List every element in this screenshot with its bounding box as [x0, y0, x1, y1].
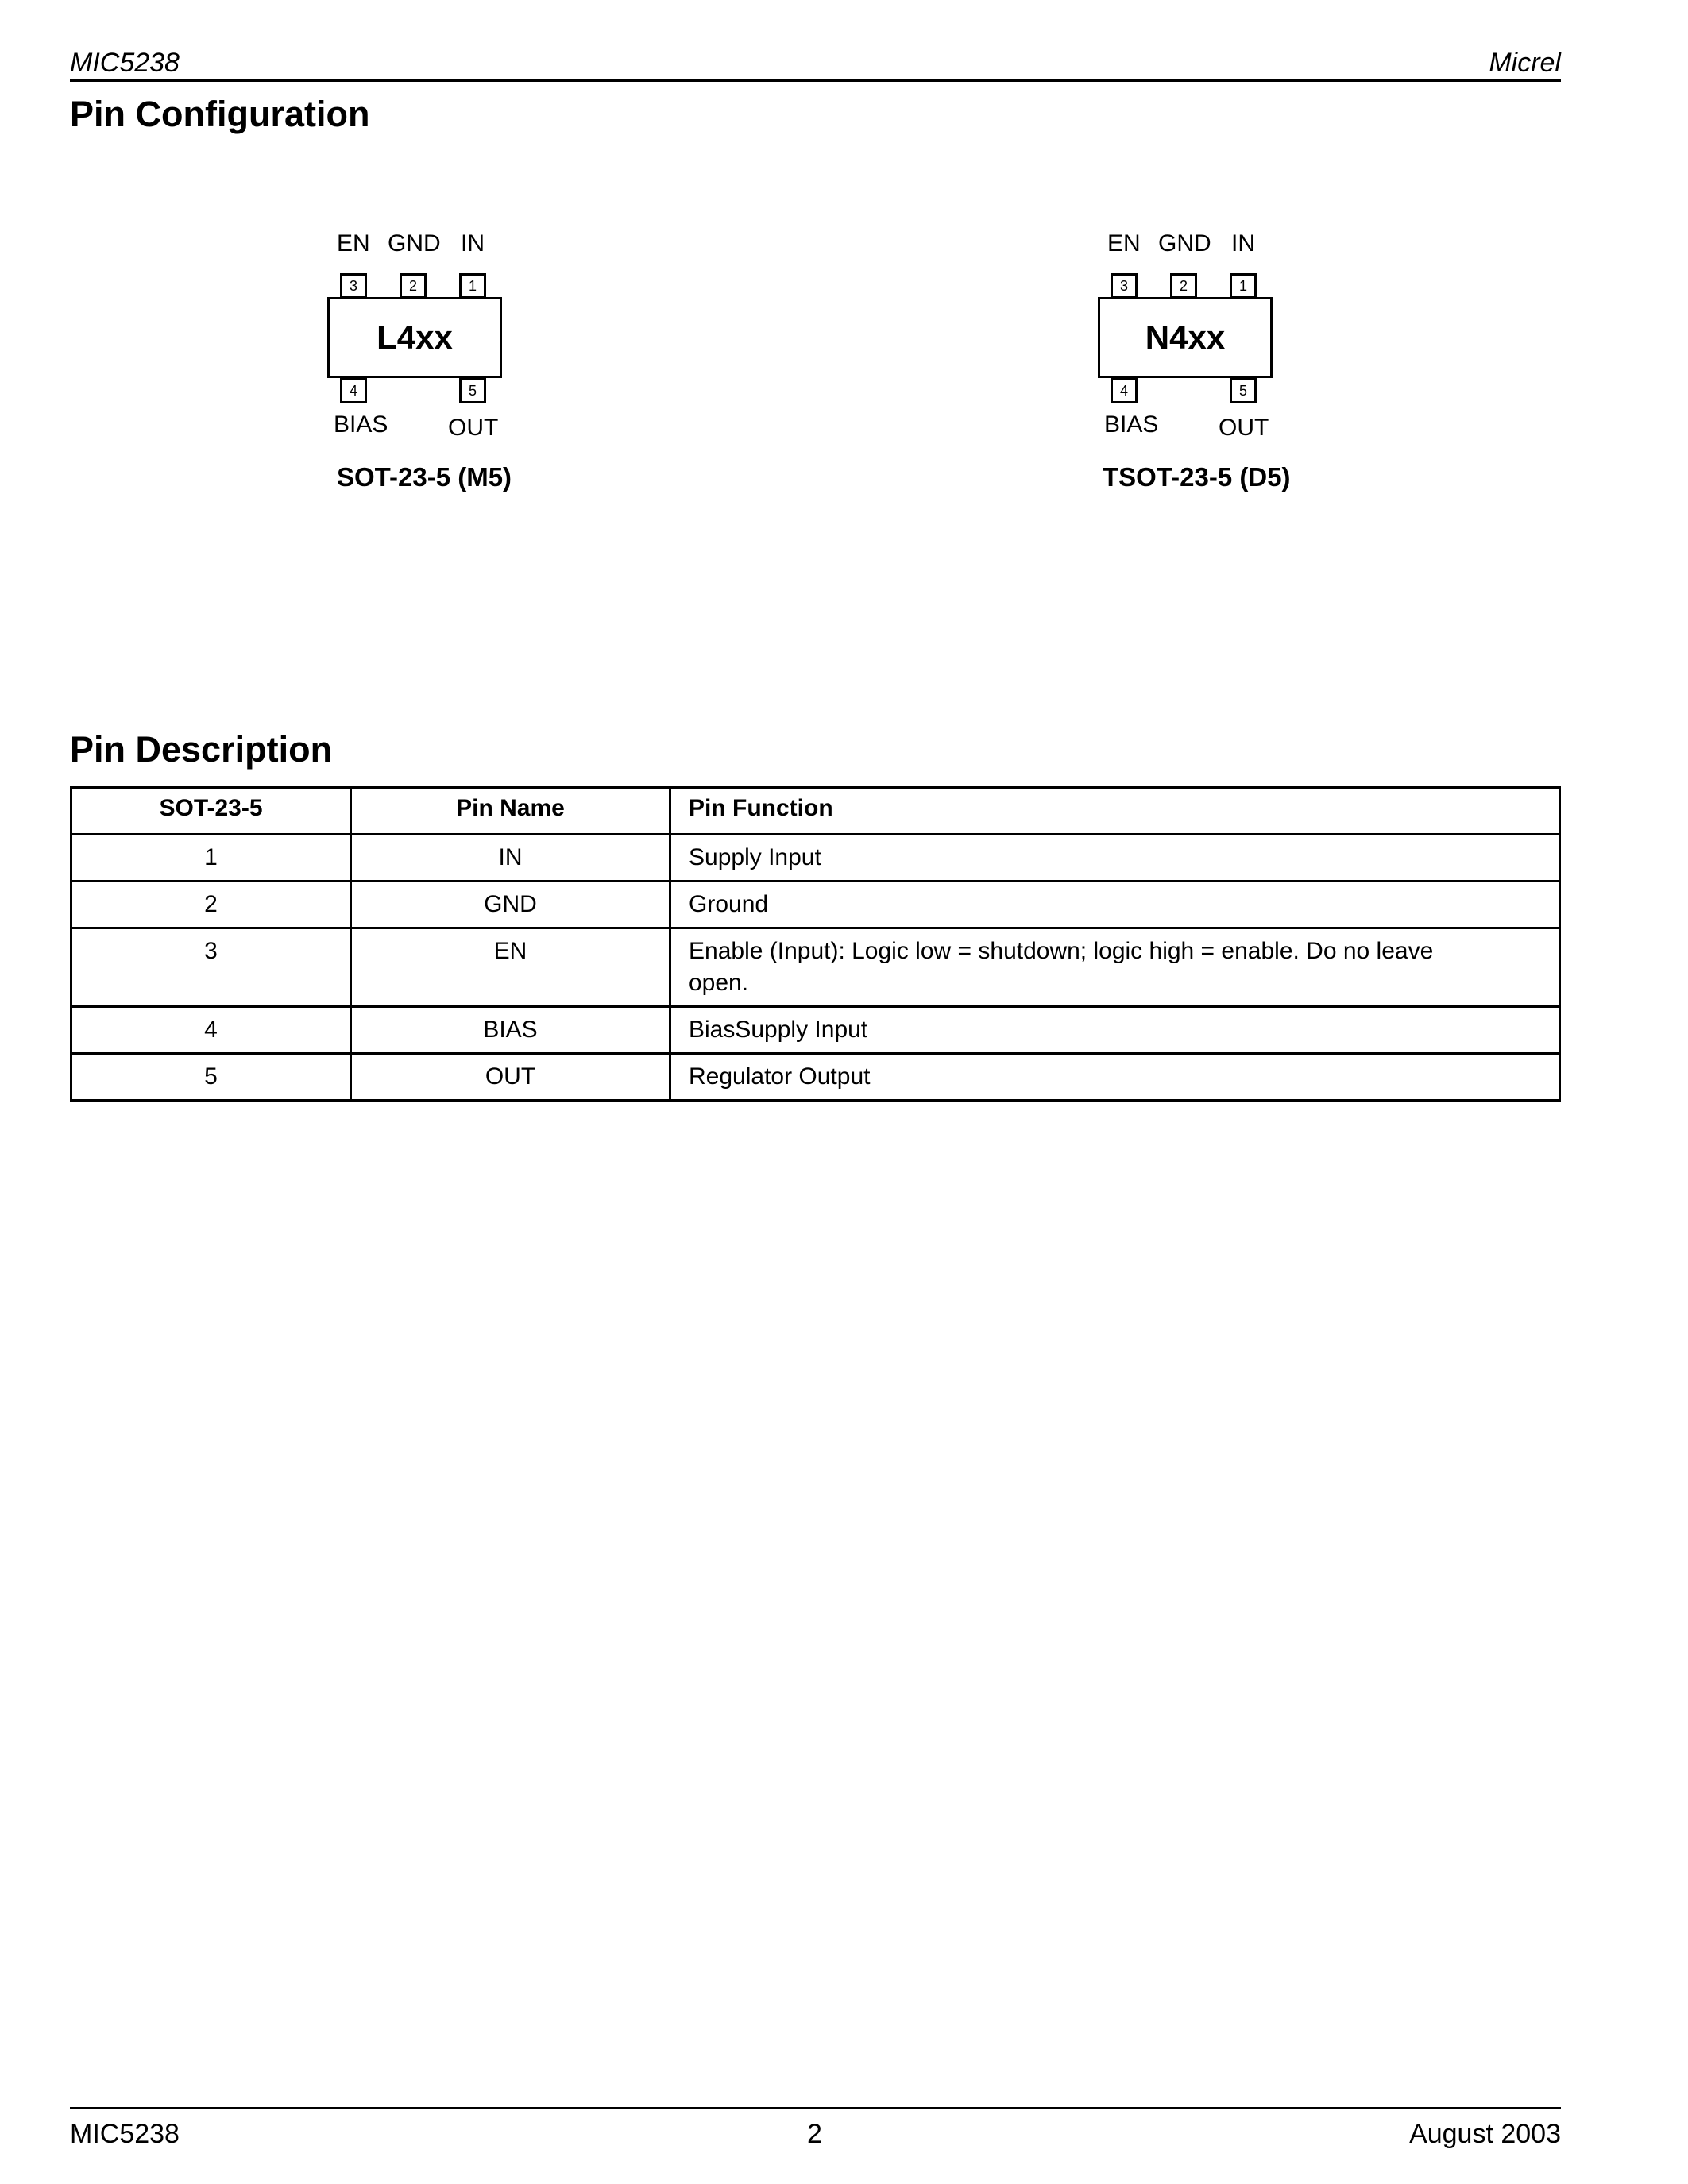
table-header-row — [71, 788, 1560, 835]
package-diagram-sot23 — [327, 230, 589, 500]
table-row — [71, 928, 1560, 1007]
cell-pin-number: 5 — [71, 1054, 351, 1101]
footer-page-number: 2 — [807, 2119, 822, 2149]
column-header-pin-name: Pin Name — [351, 788, 670, 835]
cell-pin-function: Regulator Output — [670, 1054, 1560, 1101]
table-row — [71, 882, 1560, 928]
table-row — [71, 1054, 1560, 1101]
cell-pin-name: BIAS — [351, 1007, 670, 1054]
header-rule — [70, 79, 1561, 82]
package-caption: SOT-23-5 (M5) — [337, 462, 512, 492]
pin-label-gnd: GND — [388, 230, 441, 257]
footer-rule — [70, 2107, 1561, 2109]
pin-number-box: 3 — [1111, 273, 1138, 299]
package-caption: TSOT-23-5 (D5) — [1103, 462, 1291, 492]
cell-pin-number: 2 — [71, 882, 351, 928]
header-company: Micrel — [1489, 48, 1561, 78]
package-body-marking: N4xx — [1098, 297, 1273, 378]
pin-number-box: 1 — [1230, 273, 1257, 299]
cell-pin-function: Ground — [670, 882, 1560, 928]
pin-number-box: 5 — [459, 378, 486, 403]
pin-number-box: 4 — [340, 378, 367, 403]
cell-pin-function: Enable (Input): Logic low = shutdown; logic high = enable. Do no leave open. — [670, 928, 1560, 1007]
column-header-package: SOT-23-5 — [71, 788, 351, 835]
pin-label-en: EN — [1107, 230, 1141, 257]
pin-number-box: 3 — [340, 273, 367, 299]
cell-pin-name: GND — [351, 882, 670, 928]
pin-label-en: EN — [337, 230, 370, 257]
table-row — [71, 1007, 1560, 1054]
footer-date: August 2003 — [1409, 2119, 1561, 2149]
cell-pin-function: BiasSupply Input — [670, 1007, 1560, 1054]
pin-number-box: 1 — [459, 273, 486, 299]
pin-label-gnd: GND — [1158, 230, 1211, 257]
section-title-pin-description: Pin Description — [70, 729, 333, 770]
pin-description-table — [70, 786, 1561, 1102]
pin-label-out: OUT — [1219, 415, 1269, 441]
cell-pin-name: EN — [351, 928, 670, 1007]
section-title-pin-configuration: Pin Configuration — [70, 94, 370, 134]
cell-pin-name: OUT — [351, 1054, 670, 1101]
pin-number-box: 2 — [1170, 273, 1197, 299]
cell-pin-number: 1 — [71, 835, 351, 882]
cell-pin-number: 3 — [71, 928, 351, 1007]
pin-label-bias: BIAS — [334, 411, 388, 438]
package-diagram-tsot23 — [1098, 230, 1360, 500]
cell-pin-number: 4 — [71, 1007, 351, 1054]
pin-number-box: 2 — [400, 273, 427, 299]
pin-label-out: OUT — [448, 415, 499, 441]
pin-number-box: 5 — [1230, 378, 1257, 403]
pin-label-bias: BIAS — [1104, 411, 1159, 438]
table-row — [71, 835, 1560, 882]
pin-number-box: 4 — [1111, 378, 1138, 403]
package-body-marking: L4xx — [327, 297, 502, 378]
column-header-pin-function: Pin Function — [670, 788, 1560, 835]
cell-pin-function: Supply Input — [670, 835, 1560, 882]
pin-label-in: IN — [1231, 230, 1255, 257]
header-part-number: MIC5238 — [70, 48, 180, 78]
footer-part-number: MIC5238 — [70, 2119, 180, 2149]
pin-label-in: IN — [461, 230, 485, 257]
cell-pin-name: IN — [351, 835, 670, 882]
